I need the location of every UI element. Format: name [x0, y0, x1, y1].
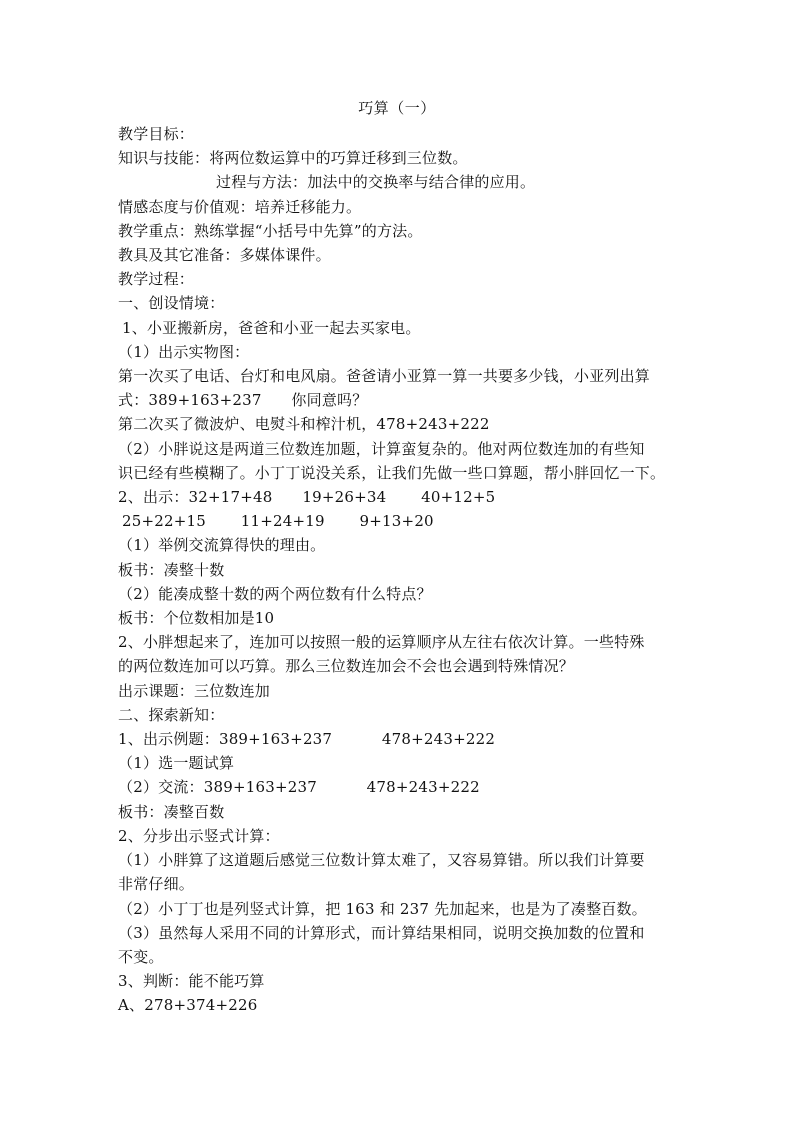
text-line: 不变。: [118, 947, 164, 966]
text-line: 2、小胖想起来了，连加可以按照一般的运算顺序从左往右依次计算。一些特殊: [118, 633, 645, 652]
text-line: （1）举例交流算得快的理由。: [118, 536, 326, 555]
text-line: 情感态度与价值观：培养迁移能力。: [118, 197, 362, 216]
text-line: 3、判断：能不能巧算: [118, 972, 265, 991]
text-line: 第一次买了电话、台灯和电风扇。爸爸请小亚算一算一共要多少钱，小亚列出算: [118, 367, 651, 386]
document-body: [118, 122, 684, 1018]
text-line: 教学目标：: [118, 125, 195, 143]
text-line: （2）小丁丁也是列竖式计算，把 163 和 237 先加起来，也是为了凑整百数。: [118, 899, 647, 918]
text-line: 过程与方法：加法中的交换率与结合律的应用。: [216, 173, 536, 192]
text-line: 板书：凑整十数: [118, 560, 225, 579]
text-line: 25+22+15 11+24+19 9+13+20: [122, 512, 434, 531]
text-line: 识已经有些模糊了。小丁丁说没关系，让我们先做一些口算题，帮小胖回忆一下。: [118, 463, 666, 482]
text-line: 出示课题：三位数连加: [118, 681, 271, 700]
document-title: 巧算（一）: [358, 99, 436, 117]
text-line: （3）虽然每人采用不同的计算形式，而计算结果相同，说明交换加数的位置和: [118, 923, 645, 942]
text-line: 1、小亚搬新房，爸爸和小亚一起去买家电。: [122, 318, 421, 337]
text-line: （2）交流：389+163+237 478+243+222: [118, 778, 480, 797]
text-line: （1）小胖算了这道题后感觉三位数计算太难了，又容易算错。所以我们计算要: [118, 851, 645, 870]
text-line: 的两位数连加可以巧算。那么三位数连加会不会也会遇到特殊情况？: [118, 657, 575, 676]
text-line: （2）小胖说这是两道三位数连加题，计算蛮复杂的。他对两位数连加的有些知: [118, 439, 645, 458]
text-line: 二、探索新知：: [118, 705, 225, 724]
text-line: 非常仔细。: [118, 875, 195, 894]
text-line: （1）选一题试算: [118, 754, 235, 773]
text-line: 式：389+163+237 你同意吗？: [118, 391, 368, 410]
text-line: 教学过程：: [118, 270, 195, 289]
text-line: 板书：凑整百数: [118, 802, 225, 821]
text-line: 一、创设情境：: [118, 294, 225, 313]
text-line: 板书：个位数相加是10: [118, 609, 275, 628]
text-line: 第二次买了微波炉、电熨斗和榨汁机，478+243+222: [118, 415, 490, 434]
text-line: A、278+374+226: [118, 996, 258, 1015]
text-line: （1）出示实物图：: [118, 342, 250, 361]
text-line: 知识与技能：将两位数运算中的巧算迁移到三位数。: [118, 149, 468, 168]
text-line: 教具及其它准备：多媒体课件。: [118, 246, 331, 265]
text-line: 教学重点：熟练掌握“小括号中先算”的方法。: [118, 221, 423, 240]
text-line: 1、出示例题：389+163+237 478+243+222: [118, 730, 496, 749]
text-line: 2、出示：32+17+48 19+26+34 40+12+5: [118, 488, 496, 507]
text-line: 2、分步出示竖式计算：: [118, 826, 280, 845]
text-line: （2）能凑成整十数的两个两位数有什么特点？: [118, 584, 432, 603]
